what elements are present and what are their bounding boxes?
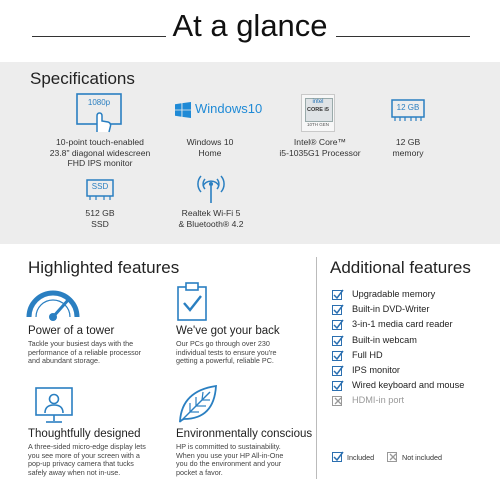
specifications-heading: Specifications <box>30 69 135 88</box>
check-icon <box>332 351 342 361</box>
page-title: At a glance <box>172 8 328 43</box>
check-icon <box>332 381 342 391</box>
additional-feature-label: Built-in webcam <box>352 334 417 345</box>
ssd-icon <box>86 179 114 203</box>
highlighted-features-heading: Highlighted features <box>28 258 180 277</box>
additional-feature-label: Full HD <box>352 349 383 360</box>
leaf-icon <box>176 383 220 425</box>
legend-included-check-icon <box>332 452 342 462</box>
additional-feature-label: 3-in-1 media card reader <box>352 319 453 330</box>
intel-badge-line-1: intel <box>312 99 324 105</box>
memory-icon <box>391 99 425 123</box>
feature-desc-environment: HP is committed to sustainability. When you use your HP All-in-One you do the environment and your pocket a favor. <box>176 442 284 477</box>
intel-badge-line-3: 10TH GEN <box>306 122 329 127</box>
specifications-section <box>0 62 500 244</box>
spec-processor: Intel® Core™ i5-1035G1 Processor <box>279 137 361 158</box>
legend-not-included-x-icon <box>387 452 397 462</box>
monitor-user-icon <box>34 385 74 425</box>
touch-display-icon <box>75 92 125 134</box>
spec-storage: 512 GB SSD <box>85 208 115 229</box>
legend-not-included-label: Not included <box>402 453 442 462</box>
x-icon <box>332 396 342 406</box>
title-rule-right <box>336 36 470 37</box>
intel-badge-line-2: CORE i5 <box>306 107 329 113</box>
feature-title-power: Power of a tower <box>28 325 115 337</box>
check-icon <box>332 305 342 315</box>
spec-touch-display: 10-point touch-enabled 23.8" diagonal widescreen FHD IPS monitor <box>49 137 151 168</box>
check-icon <box>332 320 342 330</box>
check-icon <box>332 290 342 300</box>
clipboard-check-icon <box>176 282 208 322</box>
additional-features-heading: Additional features <box>330 258 471 277</box>
legend-included-label: Included <box>347 453 375 462</box>
spec-wireless: Realtek Wi-Fi 5 & Bluetooth® 4.2 <box>178 208 244 229</box>
additional-feature-label: Built-in DVD-Writer <box>352 304 430 315</box>
check-icon <box>332 366 342 376</box>
windows-logo-text: Windows10 <box>195 101 263 116</box>
wireless-antenna-icon <box>194 170 228 204</box>
spec-windows: Windows 10 Home <box>186 137 234 158</box>
feature-desc-reliability: Our PCs go through over 230 individual tests to ensure you're getting a powerful, reliable PC. <box>176 339 277 366</box>
speedometer-icon <box>24 283 82 323</box>
additional-feature-label: Wired keyboard and mouse <box>352 380 465 391</box>
feature-title-reliability: We've got your back <box>176 325 280 337</box>
spec-memory: 12 GB memory <box>392 137 424 158</box>
windows-logo-icon <box>175 101 265 119</box>
feature-title-environment: Environmentally conscious <box>176 428 313 440</box>
additional-feature-label: IPS monitor <box>352 365 400 375</box>
feature-desc-design: A three-sided micro-edge display lets you see more of your screen with a pop-up privacy camera that tucks safely away when not in-use. <box>28 442 146 477</box>
additional-feature-label: HDMI-in port <box>352 395 405 406</box>
section-divider <box>316 257 317 479</box>
additional-feature-label: Upgradable memory <box>352 289 436 299</box>
ssd-badge-text: SSD <box>91 182 109 191</box>
check-icon <box>332 336 342 346</box>
feature-title-design: Thoughtfully designed <box>28 428 141 440</box>
intel-core-i5-badge-icon <box>301 94 335 132</box>
feature-desc-power: Tackle your busiest days with the performance of a reliable processor and abundant storage. <box>28 339 142 366</box>
touch-badge-text: 1080p <box>87 98 111 107</box>
memory-badge-text: 12 GB <box>396 103 420 112</box>
